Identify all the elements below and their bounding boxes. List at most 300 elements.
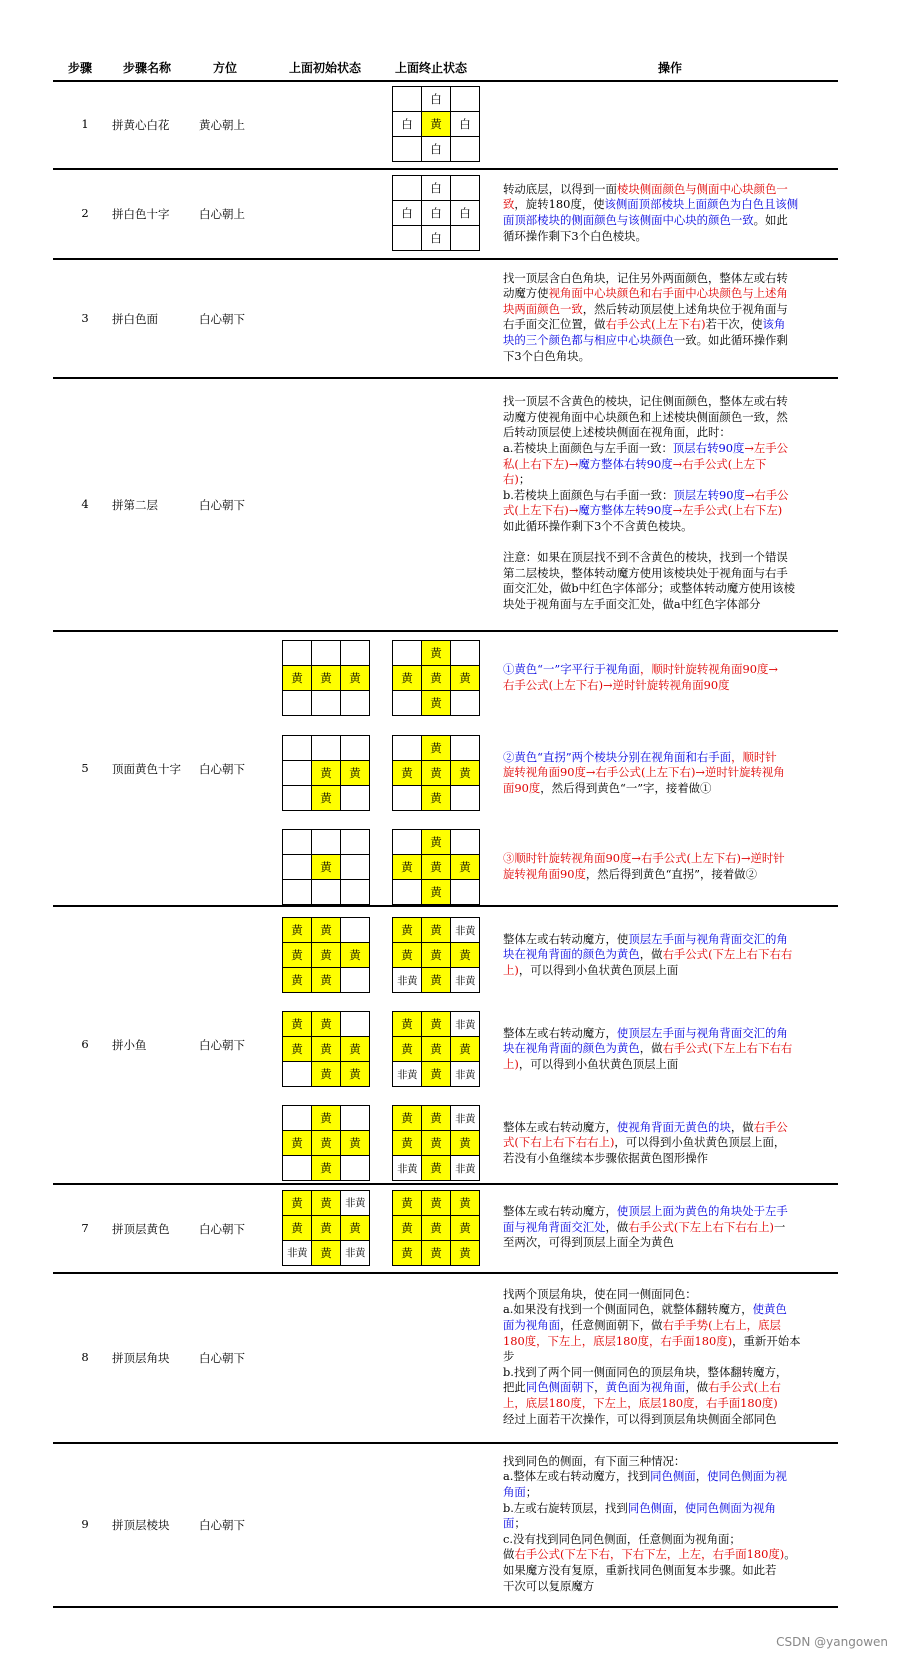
operation-segment: 使同色侧面为视角 xyxy=(684,1500,776,1515)
cube-facelet: 黄 xyxy=(312,1191,340,1215)
operation-segment: ，然后得到黄色“一”字，接着做① xyxy=(540,780,712,795)
operation-segment: → xyxy=(568,503,579,518)
cube-facelet xyxy=(393,691,421,715)
operation-line xyxy=(503,1579,833,1595)
header-step-name: 步骤名称 xyxy=(122,61,171,75)
cube-facelet xyxy=(451,786,479,810)
initial-state-grid xyxy=(282,1105,370,1181)
cube-facelet: 非黄 xyxy=(451,918,479,942)
cube-facelet: 黄 xyxy=(422,968,450,992)
operation-line xyxy=(503,457,833,473)
operation-line xyxy=(503,410,833,426)
operation-segment: 魔方整体右转90度 xyxy=(578,456,673,471)
operation-line xyxy=(503,519,833,535)
cube-facelet: 白 xyxy=(422,226,450,250)
operation-segment: b.左或右旋转顶层，找到 xyxy=(503,1500,628,1515)
cube-facelet: 黄 xyxy=(393,666,421,690)
operation-segment: →右手公式(上左下 xyxy=(672,456,767,471)
cube-facelet: 黄 xyxy=(341,666,369,690)
operation-line xyxy=(503,1501,833,1517)
operation-segment: 整体左或右转动魔方，使 xyxy=(503,931,629,946)
step-name: 拼小鱼 xyxy=(112,1038,147,1052)
operation-segment: 180度，下左上，底层180度，右手面180度) xyxy=(503,1333,733,1348)
operation-segment: 角面 xyxy=(503,1484,526,1499)
cube-facelet: 白 xyxy=(451,112,479,136)
orientation: 黄心朝上 xyxy=(199,118,245,132)
operation-segment: 右手公 xyxy=(753,1119,788,1134)
operation-segment: 右手公式(下左上右下右右上) xyxy=(628,1219,774,1234)
cube-facelet xyxy=(451,176,479,200)
operation-segment: ③顺时针旋转视角面90度→右手公式(上左下右)→逆时针 xyxy=(503,851,785,866)
operation-segment: 注意：如果在顶层找不到不含黄色的棱块，找到一个错误 xyxy=(503,550,788,565)
operation-text xyxy=(503,1120,833,1167)
operation-line xyxy=(503,441,833,457)
operation-segment: ， xyxy=(594,1380,606,1395)
cube-facelet xyxy=(312,691,340,715)
cube-facelet xyxy=(341,968,369,992)
operation-line xyxy=(503,1220,833,1236)
operation-segment: 第二层棱块，整体转动魔方使用该棱块处于视角面与右手 xyxy=(503,565,788,580)
operation-segment: 顶层右转90度 xyxy=(672,441,745,456)
operation-line xyxy=(503,1563,833,1579)
cube-facelet: 黄 xyxy=(422,1037,450,1061)
cube-facelet xyxy=(283,880,311,904)
operation-segment: 若干次，使 xyxy=(705,317,763,332)
operation-segment: ，然后转动顶层使上述角块位于视角面与 xyxy=(582,301,788,316)
cube-facelet: 白 xyxy=(422,176,450,200)
operation-segment: 视角面中心块颜色和右手面中心块颜色与上述角 xyxy=(548,286,788,301)
operation-segment: ，旋转180度，使 xyxy=(514,197,605,212)
operation-segment: 块在视角背面的颜色为黄色 xyxy=(503,947,640,962)
operation-segment: ； xyxy=(518,472,531,487)
cube-facelet xyxy=(283,641,311,665)
operation-line xyxy=(503,1302,833,1318)
step-name: 拼顶层角块 xyxy=(112,1351,170,1365)
cube-facelet xyxy=(451,641,479,665)
operation-segment: 下3个白色角块。 xyxy=(503,348,590,363)
cube-facelet: 黄 xyxy=(312,786,340,810)
operation-line xyxy=(503,1334,833,1350)
operation-segment: 面90度 xyxy=(503,780,541,795)
step-number: 8 xyxy=(81,1350,89,1364)
operation-segment: a.整体左或右转动魔方，找到 xyxy=(503,1469,651,1484)
row-divider xyxy=(53,1272,838,1274)
operation-text xyxy=(503,932,833,979)
operation-segment: ，可以得到小鱼状黄色顶层上面 xyxy=(518,962,679,977)
operation-text xyxy=(503,271,833,365)
operation-line xyxy=(503,662,833,678)
orientation: 白心朝下 xyxy=(199,1518,245,1532)
orientation: 白心朝下 xyxy=(199,497,245,512)
cube-facelet xyxy=(341,880,369,904)
operation-segment: ，可以得到小鱼状黄色顶层上面， xyxy=(614,1135,786,1150)
cube-facelet xyxy=(341,1156,369,1180)
operation-segment: 同色侧面朝下 xyxy=(525,1380,595,1395)
cube-facelet: 黄 xyxy=(283,968,311,992)
cube-facelet: 黄 xyxy=(393,761,421,785)
initial-state-grid xyxy=(282,917,370,993)
cube-facelet xyxy=(312,641,340,665)
operation-segment: 如果魔方没有复原，重新找同色侧面复本步骤。如此若 xyxy=(503,1562,777,1577)
step-name: 顶面黄色十字 xyxy=(112,761,181,776)
operation-segment: 致 xyxy=(503,197,515,212)
operation-segment: 。如此 xyxy=(753,212,788,227)
cube-facelet xyxy=(283,830,311,854)
cube-facelet: 黄 xyxy=(422,855,450,879)
operation-segment: 顶层左转90度 xyxy=(673,487,745,502)
final-state-grid xyxy=(392,175,480,251)
cube-facelet xyxy=(283,761,311,785)
operation-segment: ，顺时针 xyxy=(731,749,777,764)
operation-line xyxy=(503,182,833,198)
operation-segment: ②黄色“直拐”两个棱块分别在视角面和右手面 xyxy=(503,749,732,764)
operation-segment: 干次可以复原魔方 xyxy=(503,1578,595,1593)
cube-facelet: 非黄 xyxy=(451,1062,479,1086)
cube-facelet xyxy=(341,691,369,715)
cube-facelet: 黄 xyxy=(341,1131,369,1155)
row-divider xyxy=(53,1183,838,1185)
operation-segment: 同色侧面 xyxy=(650,1469,696,1484)
operation-line xyxy=(503,271,833,287)
operation-line xyxy=(503,286,833,302)
final-state-grid xyxy=(392,1190,480,1266)
operation-segment: 棱块侧面颜色与侧面中心块颜色一 xyxy=(616,181,788,196)
operation-line xyxy=(503,750,833,766)
header-rule xyxy=(53,80,838,82)
operation-segment: 整体左或右转动魔方， xyxy=(503,1119,617,1134)
cube-facelet xyxy=(341,855,369,879)
row-divider xyxy=(53,377,838,379)
operation-segment: 右手公式(下左上右下右右 xyxy=(662,1041,793,1056)
operation-segment: ， xyxy=(673,1500,685,1515)
operation-line xyxy=(503,1412,833,1428)
cube-facelet: 非黄 xyxy=(341,1241,369,1265)
operation-segment: 步 xyxy=(503,1349,515,1364)
operation-text xyxy=(503,182,833,244)
operation-segment: 块在视角背面的颜色为黄色 xyxy=(503,1041,640,1056)
final-state-grid xyxy=(392,735,480,811)
step-name: 拼第二层 xyxy=(112,497,158,512)
cube-facelet: 黄 xyxy=(451,943,479,967)
step-number: 6 xyxy=(81,1037,89,1051)
operation-segment: 右手面交汇位置，做 xyxy=(503,317,606,332)
operation-line xyxy=(503,302,833,318)
cube-facelet xyxy=(341,736,369,760)
operation-segment: 私(上右下左) xyxy=(503,456,569,471)
operation-line xyxy=(503,472,833,488)
operation-line xyxy=(503,1485,833,1501)
cube-facelet: 黄 xyxy=(451,1241,479,1265)
cube-facelet: 黄 xyxy=(451,666,479,690)
cube-facelet: 黄 xyxy=(393,1012,421,1036)
cube-facelet: 黄 xyxy=(341,1216,369,1240)
operation-segment: 上，底层180度，下左上，底层180度，右手面180度) xyxy=(503,1395,778,1410)
cube-facelet: 黄 xyxy=(283,1131,311,1155)
operation-segment: 右手公式(上右 xyxy=(708,1380,781,1395)
operation-line xyxy=(503,333,833,349)
cube-facelet: 非黄 xyxy=(451,1156,479,1180)
operation-segment: 动魔方使视角面中心块颜色和上述棱块侧面颜色一致，然 xyxy=(503,409,788,424)
cube-facelet xyxy=(393,176,421,200)
operation-segment: ， xyxy=(695,1469,708,1484)
cube-facelet: 非黄 xyxy=(393,968,421,992)
orientation: 白心朝上 xyxy=(199,207,245,221)
operation-segment: b.找到了两个同一侧面同色的顶层角块，整体翻转魔方， xyxy=(503,1364,788,1379)
cube-facelet xyxy=(451,87,479,111)
operation-text xyxy=(503,1026,833,1073)
final-state-grid xyxy=(392,640,480,716)
operation-line xyxy=(503,1026,833,1042)
operation-line xyxy=(503,1380,833,1396)
cube-facelet: 非黄 xyxy=(283,1241,311,1265)
operation-segment: 找到同色的侧面，有下面三种情况： xyxy=(503,1453,686,1468)
step-name: 拼黄心白花 xyxy=(112,118,170,132)
operation-line xyxy=(503,1532,833,1548)
cube-facelet: 黄 xyxy=(422,830,450,854)
orientation: 白心朝下 xyxy=(199,311,245,326)
operation-line xyxy=(503,1349,833,1365)
step-number: 3 xyxy=(81,310,89,325)
row-divider xyxy=(53,258,838,260)
operation-segment: ，任意侧面朝下，做 xyxy=(559,1317,663,1332)
cube-facelet: 黄 xyxy=(393,1106,421,1130)
cube-facelet: 非黄 xyxy=(451,1106,479,1130)
cube-facelet: 黄 xyxy=(312,968,340,992)
operation-segment: 找一顶层含白色角块，记住另外两面颜色，整体左或右转 xyxy=(503,270,788,285)
operation-line xyxy=(503,1235,833,1251)
orientation: 白心朝下 xyxy=(199,1351,245,1365)
cube-facelet: 黄 xyxy=(422,1156,450,1180)
cube-facelet xyxy=(312,830,340,854)
initial-state-grid xyxy=(282,735,370,811)
cube-facelet: 黄 xyxy=(312,918,340,942)
operation-segment: ，可以得到小鱼状黄色顶层上面 xyxy=(518,1056,679,1071)
cube-facelet xyxy=(341,830,369,854)
step-name: 拼白色十字 xyxy=(112,207,170,221)
operation-line xyxy=(503,213,833,229)
operation-segment: ，做 xyxy=(685,1380,709,1395)
operation-segment: 使黄色 xyxy=(752,1302,787,1317)
cube-facelet: 黄 xyxy=(393,1241,421,1265)
operation-text xyxy=(503,1454,833,1594)
operation-segment: 块的三个颜色都与相应中心块颜色 xyxy=(503,333,674,348)
initial-state-grid xyxy=(282,1190,370,1266)
operation-line xyxy=(503,1151,833,1167)
cube-facelet xyxy=(283,786,311,810)
operation-segment: 旋转视角面90度→右手公式(上左下右)→逆时针旋转视角 xyxy=(503,765,785,780)
cube-facelet: 白 xyxy=(451,201,479,225)
header-final-state: 上面终止状态 xyxy=(394,61,467,75)
cube-facelet: 黄 xyxy=(283,1012,311,1036)
cube-facelet: 黄 xyxy=(451,761,479,785)
operation-segment: 转动底层，以得到一面 xyxy=(503,181,617,196)
operation-line xyxy=(503,197,833,213)
cube-facelet xyxy=(393,137,421,161)
cube-facelet xyxy=(451,226,479,250)
cube-facelet: 黄 xyxy=(341,943,369,967)
operation-segment: 式(上左下右) xyxy=(503,503,569,518)
operation-segment: 该角 xyxy=(762,317,786,332)
cube-facelet: 黄 xyxy=(312,855,340,879)
cube-facelet: 非黄 xyxy=(451,968,479,992)
operation-segment: 右手公式(下左下右，下右下左，上左，右手面180度) xyxy=(514,1547,785,1562)
cube-facelet: 黄 xyxy=(422,1241,450,1265)
operation-line xyxy=(503,1120,833,1136)
operation-segment: 右手公式(下左上右下右右 xyxy=(662,947,793,962)
operation-segment: 至两次，可得到顶层上面全为黄色 xyxy=(503,1235,674,1250)
operation-segment: 面顶部棱块的侧面颜色与该侧面中心块的颜色一致 xyxy=(503,212,754,227)
cube-facelet xyxy=(312,880,340,904)
operation-line xyxy=(503,394,833,410)
cube-facelet: 黄 xyxy=(451,1216,479,1240)
cube-facelet xyxy=(451,880,479,904)
operation-line xyxy=(503,851,833,867)
operation-line xyxy=(503,1287,833,1303)
header-orientation: 方位 xyxy=(212,61,237,75)
cube-facelet xyxy=(341,786,369,810)
operation-line xyxy=(503,317,833,333)
row-divider xyxy=(53,1442,838,1444)
operation-segment: a.如果没有找到一个侧面同色，就整体翻转魔方， xyxy=(503,1302,753,1317)
operation-line xyxy=(503,425,833,441)
operation-segment: 面与视角背面交汇处 xyxy=(503,1219,606,1234)
operation-segment: 找一顶层不含黄色的棱块，记住侧面颜色，整体左或右转 xyxy=(503,394,788,409)
operation-line xyxy=(503,1454,833,1470)
cube-facelet: 黄 xyxy=(422,1131,450,1155)
cube-facelet: 黄 xyxy=(422,691,450,715)
cube-facelet: 黄 xyxy=(422,736,450,760)
cube-facelet: 黄 xyxy=(422,1062,450,1086)
header-step: 步骤 xyxy=(67,61,92,75)
cube-facelet: 黄 xyxy=(422,943,450,967)
initial-state-grid xyxy=(282,640,370,716)
operation-line xyxy=(503,932,833,948)
cube-facelet xyxy=(393,87,421,111)
cube-facelet: 黄 xyxy=(422,1216,450,1240)
cube-facelet xyxy=(312,736,340,760)
operation-segment: → xyxy=(744,487,755,502)
operation-segment: → xyxy=(568,456,579,471)
cube-facelet: 黄 xyxy=(422,918,450,942)
operation-line xyxy=(503,781,833,797)
cube-facelet xyxy=(393,786,421,810)
cube-facelet: 黄 xyxy=(283,918,311,942)
operation-segment: 面 xyxy=(503,1516,515,1531)
cube-facelet: 黄 xyxy=(312,1156,340,1180)
operation-line xyxy=(503,1396,833,1412)
cube-facelet xyxy=(283,736,311,760)
operation-line xyxy=(503,1365,833,1381)
cube-facelet: 黄 xyxy=(283,1037,311,1061)
operation-segment: 上) xyxy=(503,1056,519,1071)
operation-segment: ，做 xyxy=(730,1119,754,1134)
operation-line xyxy=(503,1516,833,1532)
operation-segment: 经过上面若干次操作，可以得到顶层角块侧面全部同色 xyxy=(503,1411,777,1426)
cube-facelet: 黄 xyxy=(422,1191,450,1215)
cube-facelet: 黄 xyxy=(312,1106,340,1130)
operation-segment: 旋转视角面90度 xyxy=(503,866,586,881)
cube-facelet: 黄 xyxy=(422,112,450,136)
operation-segment: →左手公式(上右下左) xyxy=(672,503,783,518)
row-divider xyxy=(53,168,838,170)
watermark: CSDN @yangowen xyxy=(776,1635,888,1649)
cube-facelet: 黄 xyxy=(312,761,340,785)
operation-segment: 做 xyxy=(503,1547,515,1562)
operation-segment: 顶层左手面与视角背面交汇的角 xyxy=(628,931,788,946)
operation-segment: 把此 xyxy=(503,1380,526,1395)
cube-facelet: 黄 xyxy=(312,1216,340,1240)
operation-text xyxy=(503,851,833,882)
cube-facelet: 白 xyxy=(422,137,450,161)
cube-facelet: 黄 xyxy=(283,943,311,967)
operation-segment: a.若棱块上面颜色与左手面一致： xyxy=(503,441,673,456)
operation-line xyxy=(503,963,833,979)
cube-facelet: 黄 xyxy=(422,1106,450,1130)
row-divider xyxy=(53,630,838,632)
operation-segment: 面为视角面 xyxy=(503,1317,560,1332)
operation-segment: 使顶层左手面与视角背面交汇的角 xyxy=(616,1025,788,1040)
operation-segment: b.若棱块上面颜色与右手面一致： xyxy=(503,487,674,502)
cube-facelet: 黄 xyxy=(312,1241,340,1265)
operation-segment: 该侧面顶部棱块上面颜色为白色且该侧 xyxy=(604,197,799,212)
cube-facelet: 黄 xyxy=(422,641,450,665)
cube-facelet xyxy=(393,641,421,665)
cube-facelet xyxy=(393,226,421,250)
operation-line xyxy=(503,488,833,504)
operation-segment: 右手手势(上右上，底层 xyxy=(662,1317,781,1332)
cube-facelet: 黄 xyxy=(393,1191,421,1215)
operation-segment: 使同色侧面为视 xyxy=(707,1469,787,1484)
operation-segment: 右) xyxy=(503,472,519,487)
cube-facelet xyxy=(283,1156,311,1180)
orientation: 白心朝下 xyxy=(199,1221,245,1236)
cube-facelet: 非黄 xyxy=(393,1062,421,1086)
cube-facelet xyxy=(393,880,421,904)
operation-segment: 整体左或右转动魔方， xyxy=(503,1204,617,1219)
cube-facelet xyxy=(341,1106,369,1130)
cube-facelet: 黄 xyxy=(422,786,450,810)
operation-line xyxy=(503,550,833,566)
cube-facelet: 黄 xyxy=(422,761,450,785)
cube-facelet xyxy=(451,137,479,161)
operation-line xyxy=(503,1547,833,1563)
operation-segment: 黄色面为视角面 xyxy=(605,1380,686,1395)
initial-state-grid xyxy=(282,829,370,905)
operation-segment: 一 xyxy=(773,1219,786,1234)
operation-segment: 上) xyxy=(503,962,519,977)
operation-segment: 找两个顶层角块，使在同一侧面同色： xyxy=(503,1286,697,1301)
cube-facelet xyxy=(451,691,479,715)
operation-line xyxy=(503,1469,833,1485)
header-initial-state: 上面初始状态 xyxy=(288,61,361,75)
operation-text xyxy=(503,662,833,693)
step-name: 拼顶层棱块 xyxy=(112,1518,170,1532)
cube-facelet: 非黄 xyxy=(451,1012,479,1036)
operation-segment: 动魔方使 xyxy=(503,286,549,301)
cube-facelet: 黄 xyxy=(312,1012,340,1036)
operation-segment: 后转动顶层使上述棱块侧面在视角面，此时： xyxy=(503,425,731,440)
operation-segment: ，然后得到黄色“直拐”，接着做② xyxy=(585,866,757,881)
operation-line xyxy=(503,1204,833,1220)
operation-segment: ，顺时针旋转视角面90度→ xyxy=(639,662,778,677)
cube-facelet: 黄 xyxy=(451,855,479,879)
operation-segment: ，做 xyxy=(605,1219,629,1234)
operation-line xyxy=(503,947,833,963)
operation-line xyxy=(503,349,833,365)
operation-line xyxy=(503,1057,833,1073)
cube-facelet xyxy=(451,736,479,760)
cube-facelet: 黄 xyxy=(451,1037,479,1061)
